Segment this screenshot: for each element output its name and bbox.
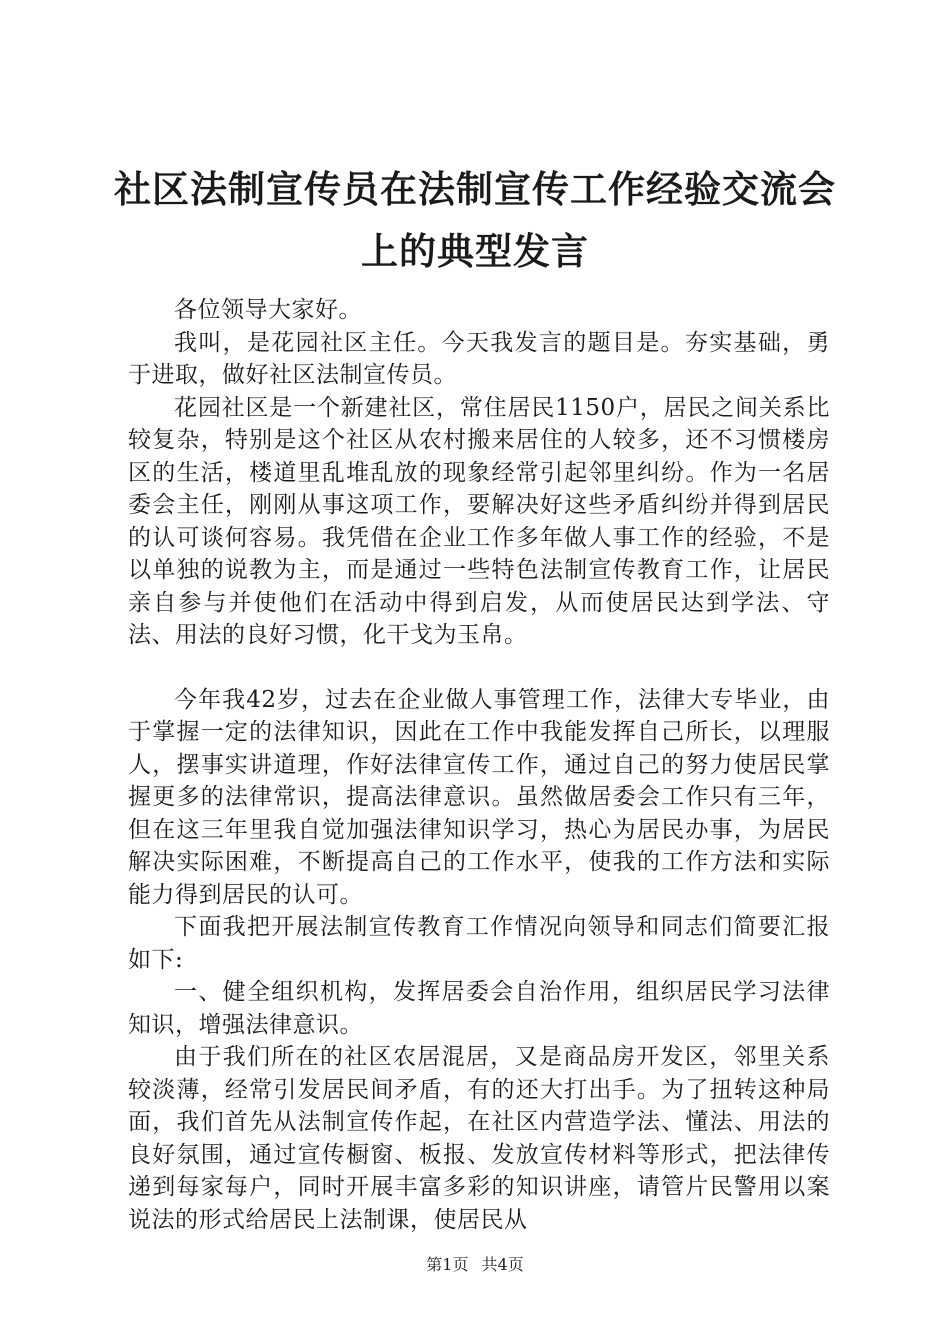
page-footer	[0, 1252, 950, 1275]
document-title: 社区法制宣传员在法制宣传工作经验交流会上的典型发言	[114, 167, 836, 273]
paragraph-personal-background: 今年我42岁，过去在企业做人事管理工作，法律大专毕业，由于掌握一定的法律知识，因此在工作中我能发挥自己所长，以理服人，摆事实讲道理，作好法律宣传工作，通过自己的努力使居民掌握更多的法律常识，提高法律意识。虽然做居委会工作只有三年，但在这三年里我自觉加强法律知识学习，热心为居民办事，为居民解决实际困难，不断提高自己的工作水平，使我的工作方法和实际能力得到居民的认可。	[128, 686, 830, 908]
section-heading-1: 一、健全组织机构，发挥居委会自治作用，组织居民学习法律知识，增强法律意识。	[128, 979, 830, 1038]
paragraph-section-1: 由于我们所在的社区农居混居，又是商品房开发区，邻里关系较淡薄，经常引发居民间矛盾，有的还大打出手。为了扭转这种局面，我们首先从法制宣传作起，在社区内营造学法、懂法、用法的良好氛围，通过宣传橱窗、板报、发放宣传材料等形式，把法律传递到每家每户，同时开展丰富多彩的知识讲座，请管片民警用以案说法的形式给居民上法制课，使居民从	[128, 1044, 830, 1233]
paragraph-report-intro: 下面我把开展法制宣传教育工作情况向领导和同志们简要汇报如下:	[128, 914, 830, 973]
paragraph-introduction: 我叫，是花园社区主任。今天我发言的题目是。夯实基础，勇于进取，做好社区法制宣传员。	[128, 329, 830, 388]
page-number: 第1页	[426, 1255, 469, 1274]
paragraph-community-background: 花园社区是一个新建社区，常住居民1150户，居民之间关系比较复杂，特别是这个社区从农村搬来居住的人较多，还不习惯楼房区的生活，楼道里乱堆乱放的现象经常引起邻里纠纷。作为一名居委会主任，刚刚从事这项工作，要解决好这些矛盾纠纷并得到居民的认可谈何容易。我凭借在企业工作多年做人事工作的经验，不是以单独的说教为主，而是通过一些特色法制宣传教育工作，让居民亲自参与并使他们在活动中得到启发，从而使居民达到学法、守法、用法的良好习惯，化干戈为玉帛。	[128, 394, 830, 648]
page-total: 共4页	[481, 1255, 524, 1274]
document-body	[128, 294, 830, 1236]
paragraph-greeting: 各位领导大家好。	[174, 297, 362, 323]
